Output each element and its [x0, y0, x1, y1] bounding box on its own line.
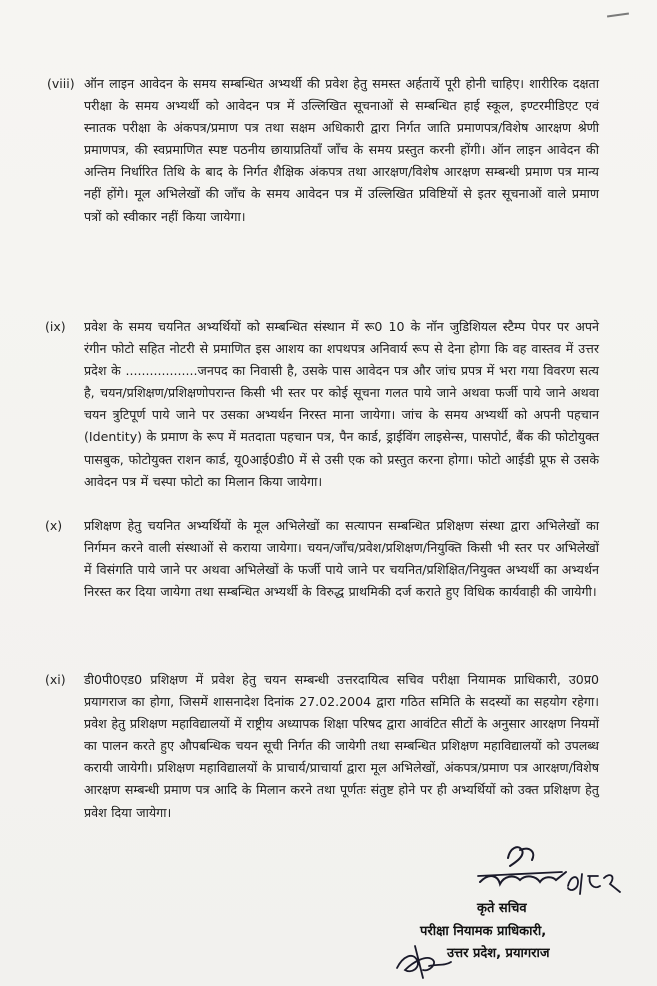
clause-text: ऑन लाइन आवेदन के समय सम्बन्धित अभ्यर्थी की प्रवेश हेतु समस्त अर्हतायें पूरी होनी चाहिए। शारीरिक दक्षता परीक्षा के समय अभ्यर्थी को आवेदन पत्र में उल्लिखित सूचनाओं से सम्बन्धित हाई स्कूल, इण्टरमीडिएट एवं स्नातक परीक्षा के अंकपत्र/प्रमाण पत्र तथा सक्षम अधिकारी द्वारा निर्गत जाति प्रमाणपत्र/विशेष आरक्षण श्रेणी प्रमाणपत्र, की स्वप्रमाणित स्पष्ट पठनीय छायाप्रतियाँ जाँच के समय प्रस्तुत करनी होंगी। ऑन लाइन आवेदन की अन्तिम निर्धारित तिथि के बाद के निर्गत शैक्षिक अंकपत्र तथा आरक्षण/विशेष आरक्षण सम्बन्धी प्रमाण पत्र मान्य नहीं होंगे। मूल अभिलेखों की जाँच के समय आवेदन पत्र में उल्लिखित प्रविष्टियों से इतर सूचनाओं वाले प्रमाण पत्रों को स्वीकार नहीं किया जायेगा। — [84, 76, 599, 224]
initials-scribble — [393, 938, 453, 983]
handwritten-signature — [470, 836, 630, 906]
clause-text: प्रशिक्षण हेतु चयनित अभ्यर्थियों के मूल अभिलेखों का सत्यापन सम्बन्धित प्रशिक्षण संस्था द्वारा अभिलेखों का निर्गमन करने वाली संस्थाओं से कराया जायेगा। चयन/जाँच/प्रवेश/प्रशिक्षण/नियुक्ति किसी भी स्तर पर अभिलेखों में विसंगति पाये जाने पर अथवा अभिलेखों के फर्जी पाये जाने पर चयनित/प्रशिक्षित/नियुक्त अभ्यर्थी का अभ्यर्थन निरस्त कर दिया जायेगा तथा सम्बन्धित अभ्यर्थी के विरुद्ध प्राथमिकी दर्ज कराते हुए विधिक कार्यवाही की जायेगी। — [84, 518, 599, 600]
clause-number: (viii) — [47, 76, 75, 91]
signatory-office: परीक्षा नियामक प्राधिकारी, — [420, 924, 547, 939]
signatory-location: उत्तर प्रदेश, प्रयागराज — [447, 946, 550, 961]
clause-text: डी0पी0एड0 प्रशिक्षण में प्रवेश हेतु चयन सम्बन्धी उत्तरदायित्व सचिव परीक्षा नियामक प्राधिकारी, उ0प्र0 प्रयागराज का होगा, जिसमें शासनादेश दिनांक 27.02.2004 द्वारा गठित समिति के सदस्यों का सहयोग रहेगा। प्रवेश हेतु प्रशिक्षण महाविद्यालयों में राष्ट्रीय अध्यापक शिक्षा परिषद द्वारा आवंटित सीटों के अनुसार आरक्षण नियमों का पालन करते हुए औपबन्धिक चयन सूची निर्गत की जायेगी तथा सम्बन्धित प्रशिक्षण महाविद्यालयों को उपलब्ध करायी जायेगी। प्रशिक्षण महाविद्यालयों के प्राचार्य/प्राचार्या द्वारा मूल अभिलेखों, अंकपत्र/प्रमाण पत्र आरक्षण/विशेष आरक्षण सम्बन्धी प्रमाण पत्र आदि के मिलान करने तथा पूर्णतः संतुष्ट होने पर ही अभ्यर्थियों को उक्त प्रशिक्षण हेतु प्रवेश दिया जायेगा। — [84, 672, 599, 820]
clause-number: (xi) — [45, 672, 66, 687]
clause-number: (x) — [45, 518, 63, 533]
clause-number: (ix) — [45, 319, 66, 334]
signatory-designation: कृते सचिव — [477, 901, 527, 916]
clause-text: प्रवेश के समय चयनित अभ्यर्थियों को सम्बन्धित संस्थान में रू0 10 के नॉन जुडिशियल स्टैम्प पेपर पर अपने रंगीन फोटो सहित नोटरी से प्रमाणित इस आशय का शपथपत्र अनिवार्य रूप से देना होगा कि वह वास्तव में उत्तर प्रदेश के ..................जनपद का निवासी है, उसके पास आवेदन पत्र और जांच प्रपत्र में भरा गया विवरण सत्य है, चयन/प्रशिक्षण/प्रशिक्षणोपरान्त किसी भी स्तर पर कोई सूचना गलत पाये जाने अथवा फर्जी पाये जाने अथवा चयन त्रुटिपूर्ण पाये जाने पर उसका अभ्यर्थन निरस्त माना जायेगा। जांच के समय अभ्यर्थी को अपनी पहचान (Identity) के प्रमाण के रूप में मतदाता पहचान पत्र, पैन कार्ड, ड्राईविंग लाइसेन्स, पासपोर्ट, बैंक की फोटोयुक्त पासबुक, फोटोयुक्त राशन कार्ड, यू0आई0डी0 में से उसी एक को प्रस्तुत करना होगा। फोटो आईडी प्रूफ से उसके आवेदन पत्र में चस्पा फोटो का मिलान किया जायेगा। — [84, 319, 599, 489]
corner-mark — [607, 12, 629, 17]
